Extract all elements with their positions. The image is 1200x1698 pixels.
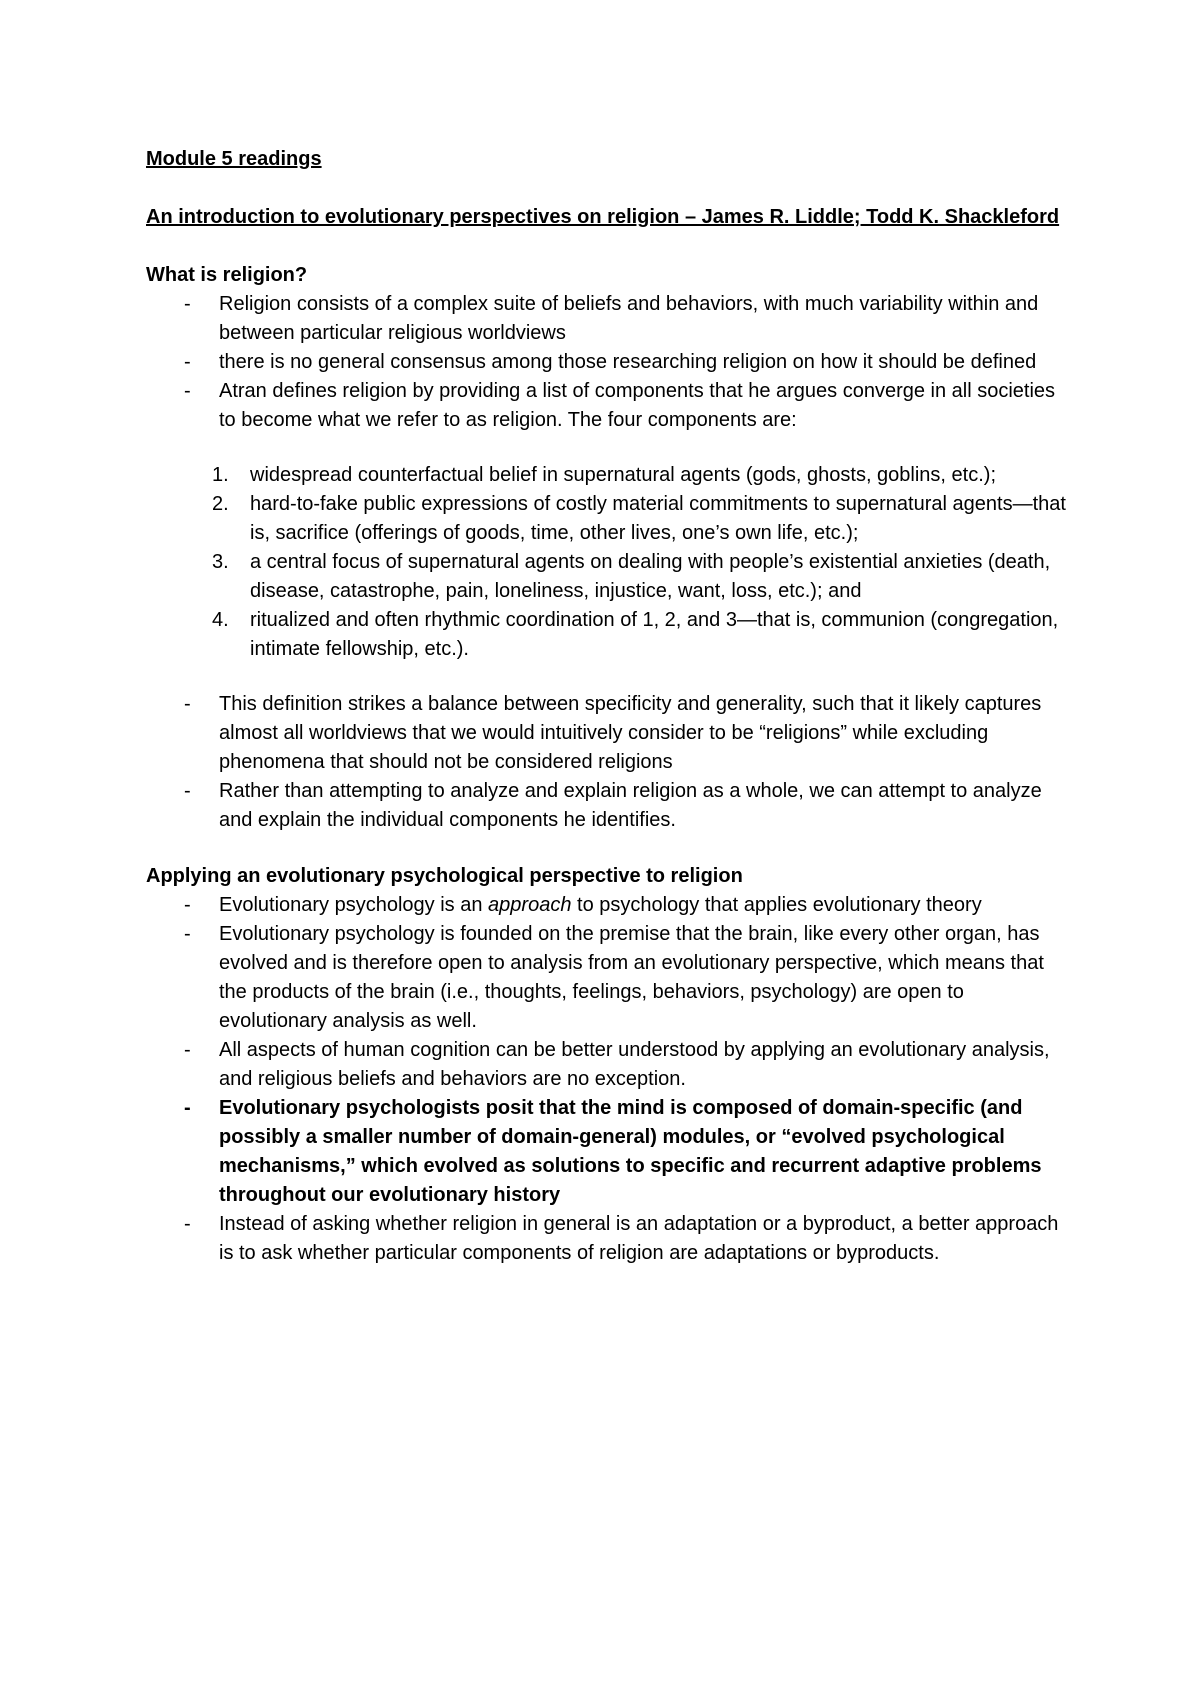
- list-item: [146, 606, 1071, 664]
- list-number: 2.: [212, 493, 229, 515]
- bullet-list-definition-notes: [146, 690, 1071, 835]
- list-item: [146, 548, 1071, 606]
- module-title: Module 5 readings: [146, 148, 322, 170]
- list-item: [146, 490, 1071, 548]
- list-item: - there is no general consensus among those researching religion on how it should be defined: [146, 348, 1071, 377]
- numbered-list-components: [146, 461, 1071, 664]
- article-title: An introduction to evolutionary perspectives on religion – James R. Liddle; Todd K. Shackleford: [146, 206, 1060, 228]
- list-item-bold: - Evolutionary psychologists posit that the mind is composed of domain-specific (and possibly a smaller number of domain-general) modules, or “evolved psychological mechanisms,” which evolved as solutions to specific and recurrent adaptive problems throughout our evolutionary history: [146, 1094, 1071, 1210]
- list-item-text-post: to psychology that applies evolutionary theory: [571, 894, 982, 916]
- list-item-text-pre: Evolutionary psychology is an: [219, 894, 489, 916]
- list-item-text: widespread counterfactual belief in supernatural agents (gods, ghosts, goblins, etc.);: [250, 464, 996, 486]
- list-item: [146, 891, 1071, 920]
- section-heading-what-is-religion: What is religion?: [146, 264, 308, 286]
- section-heading-evolutionary-perspective: Applying an evolutionary psychological perspective to religion: [146, 865, 743, 887]
- list-item: - Atran defines religion by providing a list of components that he argues converge in all societies to become what we refer to as religion. The four components are:: [146, 377, 1071, 435]
- emphasis-text: approach: [488, 894, 572, 916]
- list-item: - Instead of asking whether religion in general is an adaptation or a byproduct, a better approach is to ask whether particular components of religion are adaptations or byproducts.: [146, 1210, 1071, 1268]
- list-number: 3.: [212, 551, 229, 573]
- list-item-text: ritualized and often rhythmic coordination of 1, 2, and 3—that is, communion (congregation, intimate fellowship, etc.).: [250, 609, 1059, 660]
- list-number: 4.: [212, 609, 229, 631]
- list-item: - Religion consists of a complex suite of beliefs and behaviors, with much variability within and between particular religious worldviews: [146, 290, 1071, 348]
- list-number: 1.: [212, 464, 229, 486]
- document-page: [146, 145, 1071, 1268]
- list-item: [146, 461, 1071, 490]
- list-item: - Rather than attempting to analyze and explain religion as a whole, we can attempt to analyze and explain the individual components he identifies.: [146, 777, 1071, 835]
- bullet-list-evolutionary: [146, 891, 1071, 1268]
- bullet-list-definition: [146, 290, 1071, 435]
- list-item: - All aspects of human cognition can be better understood by applying an evolutionary analysis, and religious beliefs and behaviors are no exception.: [146, 1036, 1071, 1094]
- list-item: - This definition strikes a balance between specificity and generality, such that it likely captures almost all worldviews that we would intuitively consider to be “religions” while excluding phenomena that should not be considered religions: [146, 690, 1071, 777]
- list-item-text: a central focus of supernatural agents on dealing with people’s existential anxieties (death, disease, catastrophe, pain, loneliness, injustice, want, loss, etc.); and: [250, 551, 1051, 602]
- list-item-text: hard-to-fake public expressions of costly material commitments to supernatural agents—that is, sacrifice (offerings of goods, time, other lives, one’s own life, etc.);: [250, 493, 1066, 544]
- list-item: - Evolutionary psychology is founded on the premise that the brain, like every other organ, has evolved and is therefore open to analysis from an evolutionary perspective, which means that the products of the brain (i.e., thoughts, feelings, behaviors, psychology) are open to evolutionary analysis as well.: [146, 920, 1071, 1036]
